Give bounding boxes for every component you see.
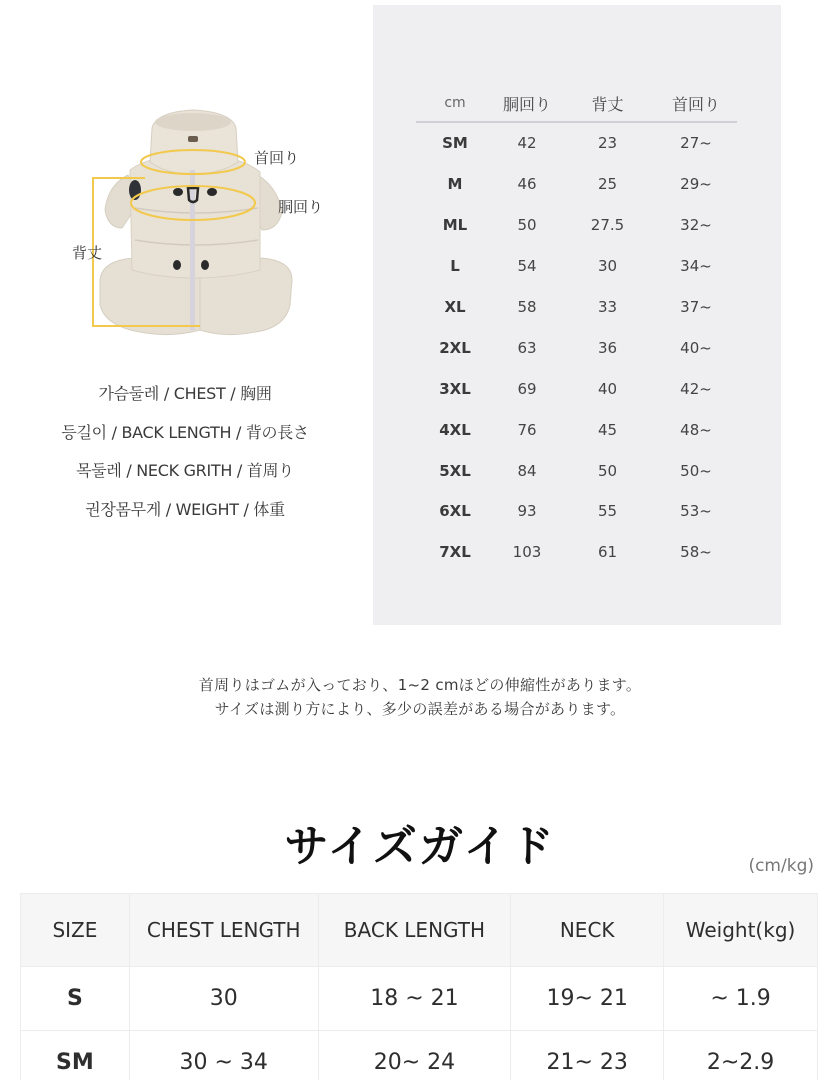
chest-cell: 42: [517, 134, 537, 153]
size-cell: 6XL: [439, 502, 471, 521]
table-row: [416, 368, 737, 409]
chest-cell: 54: [517, 257, 537, 276]
chest-cell: 103: [512, 543, 542, 562]
neck-cell: 27~: [680, 134, 712, 153]
note-neck-elastic: 首周りはゴムが入っており、1~2 cmほどの伸縮性があります。: [198, 676, 642, 694]
size-cell: 2XL: [439, 338, 471, 357]
table-row: [416, 532, 737, 573]
table-row: [416, 287, 737, 328]
back-cell: 18 ~ 21: [318, 967, 511, 1031]
garment-illustration: [60, 100, 350, 350]
size-guide-title: サイズガイド: [284, 821, 556, 872]
size-cell: SM: [442, 134, 468, 153]
size-cell: 4XL: [439, 420, 471, 439]
header-back: 背丈: [591, 94, 624, 114]
back-cell: 23: [597, 134, 618, 153]
back-cell: 25: [597, 175, 618, 194]
header-neck: NECK: [511, 894, 664, 967]
back-cell: 33: [597, 298, 618, 316]
legend-weight: 권장몸무게 / WEIGHT / 体重: [85, 499, 285, 519]
chest-cell: 63: [517, 338, 537, 357]
size-cell: S: [21, 967, 130, 1031]
table-row: [416, 164, 737, 205]
neck-cell: 48~: [680, 420, 712, 439]
neck-cell: 37~: [680, 298, 712, 316]
size-cell: 5XL: [439, 461, 471, 480]
table-row: [416, 409, 737, 450]
table-row: [416, 491, 737, 532]
back-cell: 40: [597, 379, 618, 398]
chest-label: 胴回り: [278, 198, 324, 216]
size-guide-table: [20, 893, 818, 1080]
chest-cell: 69: [517, 379, 537, 398]
back-cell: 50: [597, 461, 618, 480]
size-cell: SM: [21, 1031, 130, 1080]
neck-cell: 29~: [680, 175, 712, 194]
header-chest-length: CHEST LENGTH: [129, 894, 318, 967]
neck-cell: 42~: [680, 379, 712, 398]
chest-cell: 50: [517, 216, 537, 235]
legend-neck-girth: 목둘레 / NECK GRITH / 首周り: [76, 461, 294, 480]
table-row: [416, 327, 737, 368]
chest-cell: 46: [517, 175, 537, 194]
back-cell: 27.5: [590, 216, 625, 235]
back-label: 背丈: [72, 244, 103, 262]
neck-cell: 58~: [680, 543, 712, 562]
neck-cell: 34~: [680, 257, 712, 276]
table-row: [416, 450, 737, 491]
chest-cell: 84: [517, 461, 537, 480]
chest-cell: 30: [129, 967, 318, 1031]
table-row: [21, 967, 818, 1031]
table-row: [416, 205, 737, 246]
table-row: [416, 123, 737, 164]
size-guide-header: [21, 894, 818, 967]
chest-cell: 93: [517, 502, 537, 521]
header-neck: 首回り: [671, 94, 720, 114]
chest-cell: 30 ~ 34: [129, 1031, 318, 1080]
header-weight: Weight(kg): [664, 894, 818, 967]
legend-chest: 가슴둘레 / CHEST / 胸囲: [98, 384, 272, 403]
back-cell: 45: [597, 420, 618, 439]
note-measurement-variance: サイズは測り方により、多少の誤差がある場合があります。: [214, 700, 626, 718]
back-cell: 55: [597, 502, 618, 521]
table-row: [416, 246, 737, 287]
back-cell: 30: [597, 257, 618, 276]
header-size: SIZE: [21, 894, 130, 967]
legend-back-length: 등길이 / BACK LENGTH / 背の長さ: [61, 422, 309, 442]
weight-cell: 2~2.9: [664, 1031, 818, 1080]
dog-snowsuit-image: [60, 100, 350, 350]
neck-cell: 53~: [680, 502, 712, 521]
size-cell: XL: [444, 298, 466, 316]
size-cell: 7XL: [439, 543, 471, 562]
size-guide-unit: (cm/kg): [748, 856, 814, 876]
size-chart-header: [416, 85, 737, 123]
size-cell: M: [447, 175, 463, 194]
neck-cell: 32~: [680, 216, 712, 235]
header-back-length: BACK LENGTH: [318, 894, 511, 967]
back-cell: 36: [597, 338, 618, 357]
sizing-notes: [0, 673, 840, 721]
neck-cell: 50~: [680, 461, 712, 480]
size-cell: L: [450, 257, 460, 276]
size-cell: 3XL: [439, 379, 471, 398]
chest-cell: 76: [517, 420, 537, 439]
measurement-legend: [20, 380, 350, 534]
header-unit: cm: [444, 95, 466, 111]
size-chart-table: [416, 85, 737, 573]
back-cell: 20~ 24: [318, 1031, 511, 1080]
table-row: [21, 1031, 818, 1080]
neck-cell: 21~ 23: [511, 1031, 664, 1080]
neck-cell: 40~: [680, 338, 712, 357]
neck-cell: 19~ 21: [511, 967, 664, 1031]
size-cell: ML: [442, 216, 468, 235]
weight-cell: ~ 1.9: [664, 967, 818, 1031]
header-chest: 胴回り: [502, 94, 551, 114]
chest-cell: 58: [517, 298, 537, 316]
back-cell: 61: [597, 543, 618, 562]
neck-label: 首回り: [254, 149, 300, 167]
size-chart-panel: [373, 5, 781, 625]
